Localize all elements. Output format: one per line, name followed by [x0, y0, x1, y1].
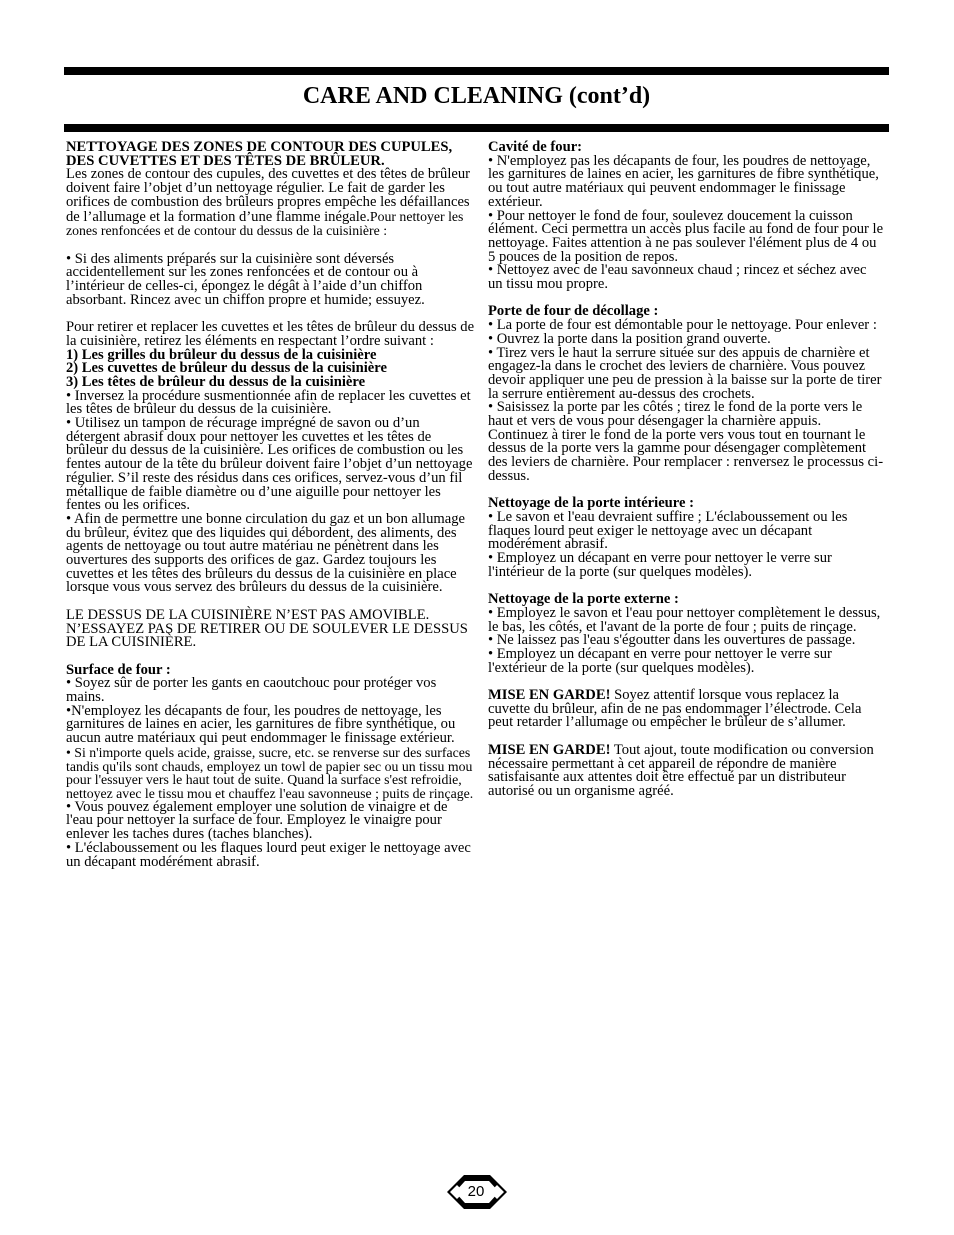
- caution-text: Tout ajout, toute modification ou conversion nécessaire permettant à cet appareil de répondre de manière satisfaisante aux attentes doit être effectué par un distributeur autorisé ou un organisme agréé.: [488, 741, 874, 799]
- section-heading: Nettoyage de la porte externe :: [488, 591, 679, 608]
- section-heading: Nettoyage de la porte intérieure :: [488, 495, 695, 512]
- bullet-item: • N'employez pas les décapants de four, les poudres de nettoyage, les garnitures de laines en acier, les garnitures de fibre synthétique, ou tout autre matériaux qui peuvent endommager le finissage extérieur.: [488, 152, 879, 210]
- caution-label: MISE EN GARDE!: [488, 741, 611, 758]
- paragraph: Pour retirer et replacer les cuvettes et les têtes de brûleur du dessus de la cuisinière, retirez les éléments en respectant l’ordre suivant :: [66, 319, 475, 349]
- page-title: CARE AND CLEANING (cont’d): [302, 83, 651, 109]
- caution-paragraph: [488, 689, 884, 730]
- bullet-item: • Employez un décapant en verre pour nettoyer le verre sur l'intérieur de la porte (sur quelques modèles).: [488, 550, 832, 580]
- bullet-item: • L'éclaboussement ou les flaques lourd peut exiger le nettoyage avec un décapant modérément abrasif.: [66, 839, 471, 870]
- bullet-item: • Vous pouvez également employer une solution de vinaigre et de l'eau pour nettoyer la surface de four. Employez le vinaigre pour enlever les taches dures (taches blanches).: [66, 798, 448, 843]
- bullet-item: • Soyez sûr de porter les gants en caoutchouc pour protéger vos mains.: [66, 675, 437, 706]
- bullet-item: • Employez un décapant en verre pour nettoyer le verre sur l'extérieur de la porte (sur quelques modèles).: [488, 645, 832, 676]
- step-item: 2) Les cuvettes de brûleur du dessus de la cuisinière: [66, 360, 387, 377]
- bullet-item: • Tirez vers le haut la serrure située sur des appuis de charnière et engagez-la dans le crochet des leviers de charnière. Vous pouvez devoir appliquer une peu de pression à la baisse sur la porte de tirer la serrure entièrement au-dessus des crochets.: [488, 344, 882, 402]
- bullet-item: • Le savon et l'eau devraient suffire ; L'éclaboussement ou les flaques lourd peut exiger le nettoyage avec un décapant modérément abrasif.: [488, 508, 848, 553]
- section-heading: Surface de four :: [66, 661, 171, 678]
- section-heading: Cavité de four:: [488, 139, 583, 155]
- caution-text: Soyez attentif lorsque vous replacez la cuvette du brûleur, afin de ne pas endommager l’électrode. Cela peut retarder l’allumage ou empêcher le brûleur de s’allumer.: [488, 687, 862, 731]
- bullet-item: • Saisissez la porte par les côtés ; tirez le fond de la porte vers le haut et vers de vous pour désengager la charnière appuis. Continuez à tirer le fond de la porte vers vous tout en tournant le dessus de la porte vers la gamme pour désengager complètement des leviers de charnière. Pour remplacer : renversez le processus ci-dessus.: [488, 399, 884, 484]
- bullet-item: • Inversez la procédure susmentionnée afin de replacer les cuvettes et les têtes de brûleur du dessus de la cuisinière.: [66, 387, 471, 418]
- page-number-badge: [446, 1174, 508, 1210]
- bullet-item: • Employez le savon et l'eau pour nettoyer complètement le dessus, le bas, les côtés, et l'avant de la porte de four ; puits de rinçage.: [488, 604, 881, 635]
- paragraph: [66, 168, 476, 239]
- paragraph: • Si des aliments préparés sur la cuisinière sont déversés accidentellement sur les zones renfoncées et de contour ou à l’intérieur de celles-ci, épongez le dégât à l’aide d’un chiffon absorbant. Rincez avec un chiffon propre et humide; essuyez.: [66, 250, 425, 308]
- bullet-item: • Pour nettoyer le fond de four, soulevez doucement la cuisson élément. Ceci permettra un accès plus facile au fond de four pour le nettoyage. Faites attention à ne pas soulever l'élément plus de 4 ou 5 pouces de la position de repos.: [488, 207, 884, 265]
- bullet-item: • Ne laissez pas l'eau s'égoutter dans les ouvertures de passage.: [488, 632, 856, 649]
- bullet-item: • Ouvrez la porte dans la position grand ouverte.: [488, 330, 771, 347]
- bullet-item: • Afin de permettre une bonne circulation du gaz et un bon allumage du brûleur, évitez que des liquides qui débordent, des aliments, des agents de nettoyage ou tout autre matériau ne pénètrent dans les ouvertures des supports des orifices de gaz. Gardez toujours les cuvettes et les têtes des brûleurs du dessus de la cuisinière en place lorsque vous vous servez des brûleurs du dessus de la cuisinière.: [66, 510, 466, 596]
- bullet-item: •N'employez les décapants de four, les poudres de nettoyage, les garnitures de laines en acier, les garnitures de fibre synthétique, ou aucun autre matériaux qui peut endommager le finissage extérieur.: [66, 702, 456, 747]
- right-column: [488, 141, 884, 799]
- section-heading: NETTOYAGE DES ZONES DE CONTOUR DES CUPULES, DES CUVETTES ET DES TÊTES DE BRÛLEUR.: [66, 139, 453, 169]
- bullet-item: • Utilisez un tampon de récurage imprégné de savon ou d’un détergent abrasif doux pour nettoyer les cuvettes et les têtes de brûleur du dessus de la cuisinière. Les orifices de combustion ou les fentes autour de la tête du brûleur doivent faire l’objet d’un nettoyage régulier. S’il reste des résidus dans ces orifices, servez-vous d’un fil métallique de faible diamètre ou d’une aiguille pour nettoyer les fentes ou les orifices.: [66, 415, 473, 514]
- paragraph-text: Les zones de contour des cupules, des cuvettes et des têtes de brûleur doivent faire l’objet d’un nettoyage régulier. Le fait de garder les orifices de combustion des brûleurs propres empêche les défaillances de l’allumage et la formation d’une flamme inégale.: [66, 166, 471, 225]
- header-rule-bottom: [64, 124, 889, 132]
- header-rule-top: [64, 67, 889, 75]
- step-item: 3) Les têtes de brûleur du dessus de la cuisinière: [66, 373, 366, 390]
- warning-paragraph: LE DESSUS DE LA CUISINIÈRE N’EST PAS AMOVIBLE. N’ESSAYEZ PAS DE RETIRER OU DE SOULEVER LE DESSUS DE LA CUISINIÈRE.: [66, 606, 468, 651]
- bullet-item: • Si n'importe quels acide, graisse, sucre, etc. se renverse sur des surfaces tandis qu'ils sont chauds, employez un towl de papier sec ou un tissu mou pour l'essuyer vers le haut tout de suite. Quand la surface s'est refroidie, nettoyez avec le tissu mou et chauffez l'eau savonneuse ; puits de rinçage.: [66, 744, 474, 801]
- bullet-item: • Nettoyez avec de l'eau savonneux chaud ; rincez et séchez avec un tissu mou propre.: [488, 262, 867, 293]
- page-number: 20: [467, 1183, 485, 1200]
- section-heading: Porte de four de décollage :: [488, 303, 659, 320]
- bullet-item: • La porte de four est démontable pour le nettoyage. Pour enlever :: [488, 317, 877, 334]
- paragraph-text-small: Pour nettoyer les zones renfoncées et de contour du dessus de la cuisinière :: [66, 208, 464, 239]
- step-item: 1) Les grilles du brûleur du dessus de la cuisinière: [66, 346, 377, 363]
- left-column: [66, 141, 476, 869]
- caution-label: MISE EN GARDE!: [488, 687, 611, 704]
- caution-paragraph: [488, 741, 884, 799]
